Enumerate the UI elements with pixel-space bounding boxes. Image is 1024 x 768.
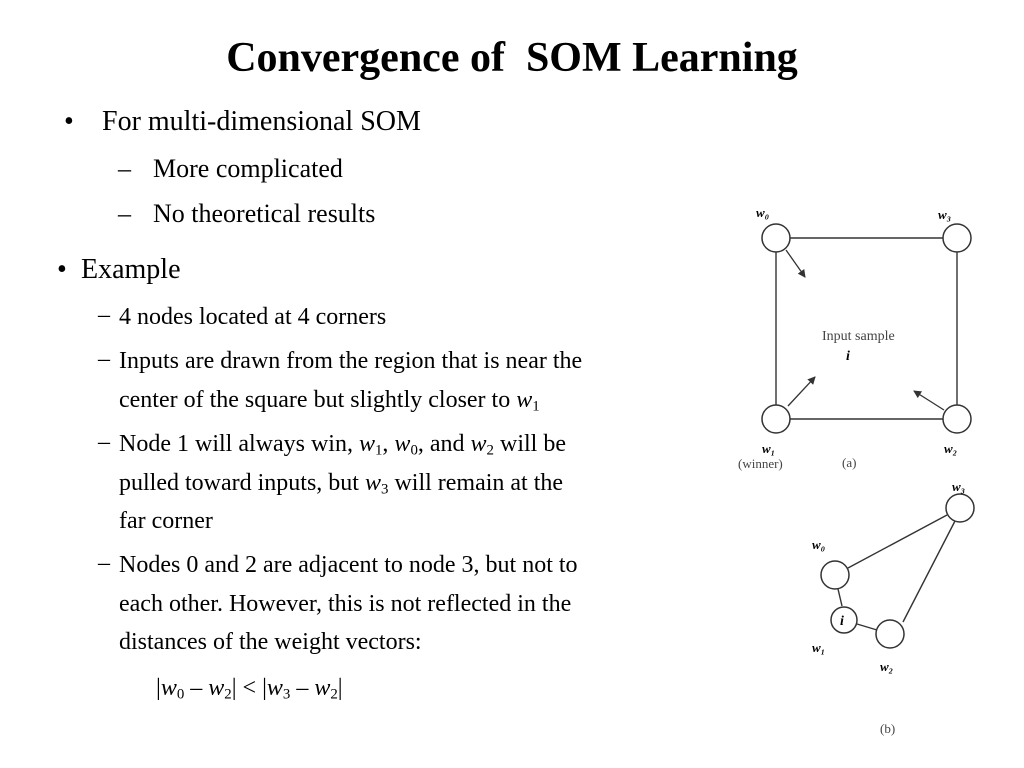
edge-w1-w2 — [857, 624, 877, 630]
bullet-marker: • — [64, 106, 74, 137]
node-w2 — [876, 620, 904, 648]
label-w3: w₃ — [938, 207, 952, 222]
dash-marker: – — [98, 346, 110, 372]
figure-a-square-som — [730, 195, 1010, 485]
label-w0: w₀ — [812, 537, 826, 552]
sub-bullet-inputs-line1: Inputs are drawn from the region that is near the — [119, 348, 583, 374]
arrow-w1-toward-input — [788, 377, 815, 406]
sub-bullet-nodes-adjacent-line1: Nodes 0 and 2 are adjacent to node 3, but not to — [119, 552, 578, 578]
label-w1: w₁ — [812, 640, 826, 655]
node-w1-input — [831, 607, 857, 633]
node-w2 — [943, 405, 971, 433]
bullet-example: Example — [81, 254, 181, 285]
input-sample-label: Input sample — [822, 329, 895, 344]
edge-w0-w1 — [838, 589, 842, 606]
bullet-multidimensional: For multi-dimensional SOM — [102, 106, 421, 137]
edge-w2-w3 — [903, 521, 955, 622]
sub-bullet-more-complicated: More complicated — [153, 154, 343, 183]
sub-bullet-nodes-adjacent-line3: distances of the weight vectors: — [119, 629, 422, 655]
bullet-marker: • — [57, 254, 67, 285]
dash-marker: – — [118, 154, 131, 183]
dash-marker: – — [98, 550, 110, 576]
sub-bullet-node1-line1: Node 1 will always win, $w_1$, $w_0$, and $w_2$ will be — [119, 431, 566, 459]
winner-label: (winner) — [738, 456, 783, 471]
sub-bullet-inputs-line2: center of the square but slightly closer to $w_1$ — [119, 387, 540, 415]
edge-w0-w3 — [848, 515, 947, 568]
arrow-w2-toward-input — [914, 391, 944, 410]
slide-title: Convergence of SOM Learning — [226, 35, 798, 81]
node-w0 — [821, 561, 849, 589]
label-w3: w₃ — [952, 479, 966, 494]
sub-bullet-nodes-adjacent-line2: each other. However, this is not reflected in the — [119, 591, 572, 617]
sub-bullet-nodes-corners: 4 nodes located at 4 corners — [119, 304, 387, 330]
dash-marker: – — [118, 199, 131, 228]
caption-a: (a) — [842, 455, 857, 470]
label-w0: w₀ — [756, 205, 770, 220]
figure-b-converged-som — [800, 475, 1000, 745]
node-w1 — [762, 405, 790, 433]
input-sample-var: i — [846, 349, 850, 364]
node-i-label: i — [840, 614, 844, 629]
dash-marker: – — [98, 429, 110, 455]
node-w3 — [943, 224, 971, 252]
arrow-w0-toward-input — [786, 250, 805, 277]
dash-marker: – — [98, 302, 110, 328]
label-w2: w₂ — [944, 441, 958, 456]
sub-bullet-node1-line2: pulled toward inputs, but $w_3$ will remain at the — [119, 470, 564, 498]
node-w3 — [946, 494, 974, 522]
label-w1: w₁ — [762, 441, 776, 456]
sub-bullet-node1-line3: far corner — [119, 508, 213, 534]
node-w0 — [762, 224, 790, 252]
label-w2: w₂ — [880, 659, 894, 674]
caption-b: (b) — [880, 721, 896, 736]
sub-bullet-no-theoretical: No theoretical results — [153, 199, 376, 228]
distance-inequality: $|w_0 - w_2| < |w_3 - w_2|$ — [156, 675, 343, 703]
